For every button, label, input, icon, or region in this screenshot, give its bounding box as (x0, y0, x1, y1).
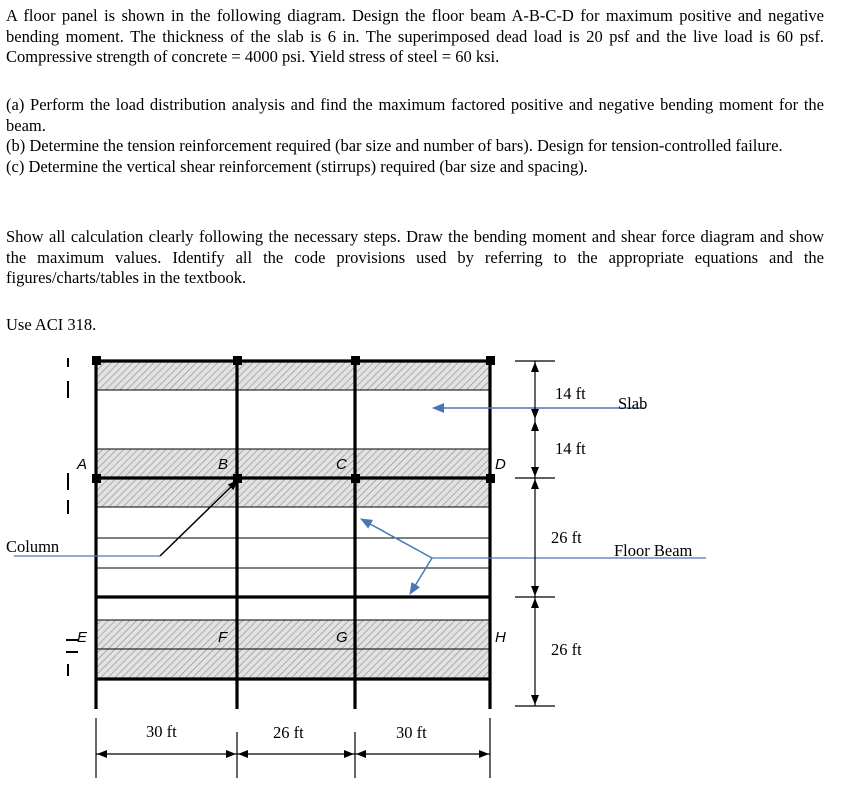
column-marker (92, 474, 101, 483)
point-h-label: H (495, 629, 506, 646)
intro-text: A floor panel is shown in the following diagram. Design the floor beam A-B-C-D for maximum positive and negative bending moment. The thickness of the slab is 6 in. The superimposed dead load is 20 psf and the live load is 60 psf. Compressive strength of concrete = 4000 psi. Yield stress of steel = 60 ksi. (6, 6, 824, 66)
point-e-label: E (77, 629, 88, 646)
slab-label: Slab (618, 394, 648, 413)
part-b-text: (b) Determine the tension reinforcement required (bar size and number of bars). Design for tension-controlled failure. (6, 136, 783, 155)
point-g-label: G (336, 629, 348, 646)
point-c-label: C (336, 456, 347, 473)
column-marker (233, 356, 242, 365)
dim-h3-label: 30 ft (396, 723, 427, 742)
floor-beam-label: Floor Beam (614, 541, 693, 560)
hatched-strips (96, 361, 490, 679)
dim-v1-label: 14 ft (555, 384, 586, 403)
slab-lines (96, 390, 490, 649)
hatch-strip (96, 361, 490, 390)
instructions-text: Show all calculation clearly following the necessary steps. Draw the bending moment and shear force diagram and show the maximum values. Identify all the code provisions used by referring to the appropriate equations and the figures/charts/tables in the textbook. (6, 227, 824, 287)
point-f-label: F (218, 629, 228, 646)
dim-h1-label: 30 ft (146, 722, 177, 741)
part-c-text: (c) Determine the vertical shear reinforcement (stirrups) required (bar size and spacing). (6, 156, 588, 176)
column-marker (351, 356, 360, 365)
point-a-label: A (77, 456, 88, 473)
slab-callout (433, 394, 647, 413)
horizontal-dim-labels (146, 722, 427, 742)
dim-v2-label: 14 ft (555, 439, 586, 458)
column-marker (486, 474, 495, 483)
dim-v3-label: 26 ft (551, 528, 582, 547)
vertical-dim-labels (551, 384, 586, 659)
dim-h2-label: 26 ft (273, 723, 304, 742)
column-label: Column (6, 537, 60, 556)
code-text: Use ACI 318. (6, 315, 97, 334)
part-a-text: (a) Perform the load distribution analysis and find the maximum factored positive and negative bending moment for the beam. (6, 95, 824, 135)
point-d-label: D (495, 456, 506, 473)
column-marker (92, 356, 101, 365)
dim-v4-label: 26 ft (551, 640, 582, 659)
vertical-dimensions (515, 361, 555, 706)
floor-beam-callout (361, 519, 706, 594)
column-marker (233, 474, 242, 483)
column-marker (486, 356, 495, 365)
point-b-label: B (218, 456, 229, 473)
column-marker (351, 474, 360, 483)
